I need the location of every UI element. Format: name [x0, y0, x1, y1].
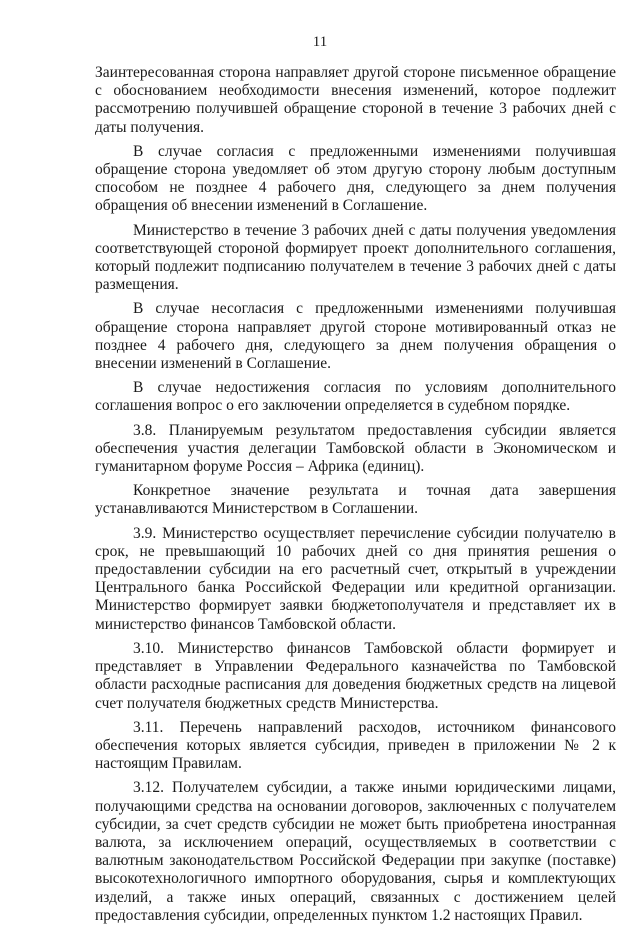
document-body: [95, 64, 616, 931]
paragraph-4: В случае несогласия с предложенными изменениями получившая обращение сторона направляет другой стороне мотивированный отказ не позднее 4 рабочего дня, следующего за днем получения обращения о внесении изменений в Соглашение.: [95, 300, 616, 373]
paragraph-3-12: 3.12. Получателем субсидии, а также иными юридическими лицами, получающими средства на основании договоров, заключенных с получателем субсидии, за счет средств субсидии не может быть приобретена иностранная валюта, за исключением операций, осуществляемых в соответствии с валютным законодательством Российской Федерации при закупке (поставке) высокотехнологичного импортного оборудования, сырья и комплектующих изделий, а также иных операций, связанных с достижением целей предоставления субсидии, определенных пунктом 1.2 настоящих Правил.: [95, 779, 616, 924]
page-number: 11: [312, 34, 328, 50]
paragraph-7: Конкретное значение результата и точная дата завершения устанавливаются Министерством в Соглашении.: [95, 482, 616, 518]
paragraph-3-8: 3.8. Планируемым результатом предоставления субсидии является обеспечения участия делегации Тамбовской области в Экономическом и гуманитарном форуме Россия – Африка (единиц).: [95, 421, 616, 476]
paragraph-3-10: 3.10. Министерство финансов Тамбовской области формирует и представляет в Управлении Федерального казначейства по Тамбовской области расходные расписания для доведения бюджетных средств на лицевой счет получателя бюджетных средств Министерства.: [95, 639, 616, 712]
paragraph-3: Министерство в течение 3 рабочих дней с даты получения уведомления соответствующей стороной формирует проект дополнительного соглашения, который подлежит подписанию получателем в течение 3 рабочих дней с даты размещения.: [95, 221, 616, 294]
paragraph-2: В случае согласия с предложенными изменениями получившая обращение сторона уведомляет об этом другую сторону любым доступным способом не позднее 4 рабочего дня, следующего за днем получения обращения об внесении изменений в Соглашение.: [95, 142, 616, 215]
paragraph-5: В случае недостижения согласия по условиям дополнительного соглашения вопрос о его заключении определяется в судебном порядке.: [95, 379, 616, 415]
paragraph-3-11: 3.11. Перечень направлений расходов, источником финансового обеспечения которых является субсидия, приведен в приложении № 2 к настоящим Правилам.: [95, 718, 616, 773]
paragraph-3-9: 3.9. Министерство осуществляет перечисление субсидии получателю в срок, не превышающий 10 рабочих дней со дня принятия решения о предоставлении субсидии на его расчетный счет, открытый в учреждении Центрального банка Российской Федерации или кредитной организации. Министерство формирует заявки бюджетополучателя и представляет их в министерство финансов Тамбовской области.: [95, 524, 616, 633]
paragraph-1: Заинтересованная сторона направляет другой стороне письменное обращение с обоснованием необходимости внесения изменений, которое подлежит рассмотрению получившей обращение стороной в течение 3 рабочих дней с даты получения.: [95, 64, 616, 136]
